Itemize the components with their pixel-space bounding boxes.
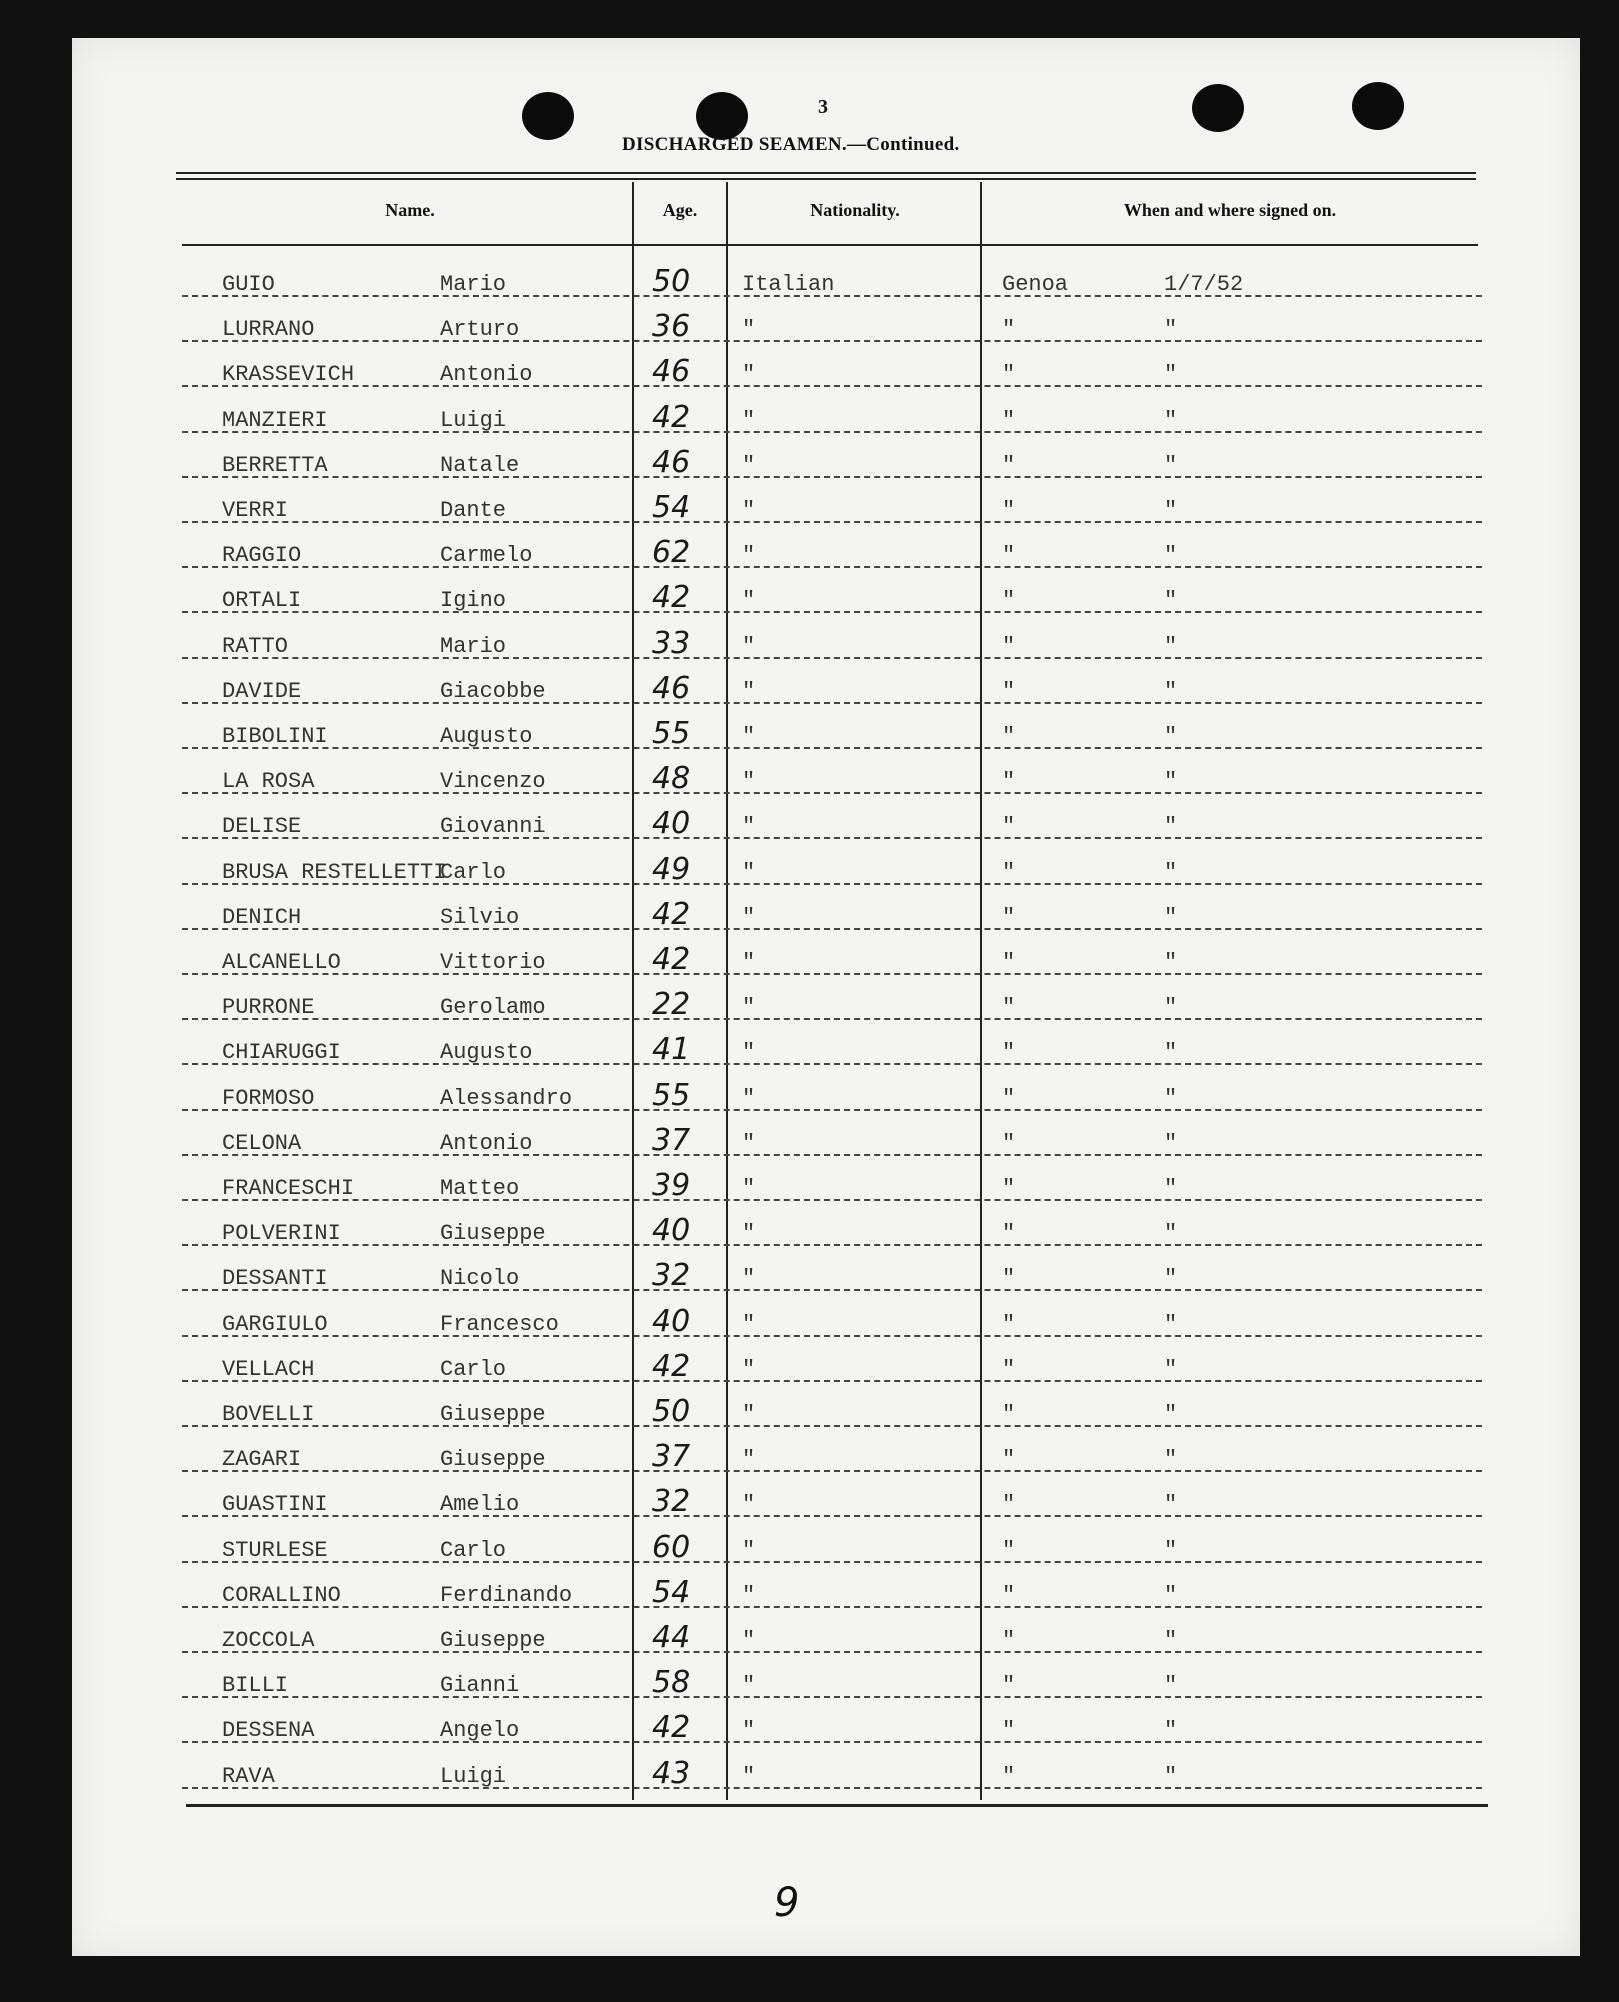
dotted-line [182, 566, 1482, 568]
table-row [182, 484, 1482, 529]
given-name-cell: Mario [440, 633, 507, 659]
age-cell: 39 [652, 1168, 691, 1203]
surname-cell: BOVELLI [222, 1402, 315, 1427]
handwritten-page-mark: 9 [774, 1880, 800, 1926]
place-cell: " [1002, 904, 1016, 930]
place-cell: " [1002, 1582, 1016, 1608]
surname-cell: ORTALI [222, 588, 302, 614]
page-number: 3 [818, 96, 828, 118]
dotted-line [182, 1063, 1482, 1065]
dotted-line [182, 792, 1482, 794]
surname-cell: BERRETTA [222, 452, 328, 478]
given-name-cell: Antonio [440, 1130, 533, 1156]
table-row [182, 1704, 1482, 1749]
nationality-cell: " [742, 1447, 756, 1473]
date-cell: " [1164, 1221, 1178, 1247]
place-cell: " [1002, 1311, 1016, 1337]
nationality-cell: " [742, 633, 756, 659]
dotted-line [182, 1515, 1482, 1517]
date-cell: " [1164, 769, 1178, 795]
table-row [182, 1750, 1482, 1795]
given-name-cell: Igino [440, 588, 507, 614]
table-row [182, 1478, 1482, 1523]
dotted-line [182, 1561, 1482, 1563]
nationality-cell: " [742, 317, 756, 343]
nationality-cell: " [742, 1176, 756, 1201]
nationality-cell: " [742, 1763, 756, 1789]
nationality-cell: " [742, 1130, 756, 1156]
date-cell: " [1164, 859, 1178, 885]
age-cell: 40 [652, 1213, 691, 1249]
given-name-cell: Gianni [440, 1673, 520, 1699]
given-name-cell: Giuseppe [440, 1628, 546, 1653]
age-cell: 37 [652, 1439, 691, 1475]
table-bottom-rule [186, 1804, 1488, 1807]
given-name-cell: Giuseppe [440, 1447, 546, 1473]
surname-cell: CORALLINO [222, 1582, 341, 1608]
dotted-line [182, 431, 1482, 433]
table-row [182, 1659, 1482, 1704]
dotted-line [182, 340, 1482, 342]
table-row [182, 1207, 1482, 1252]
nationality-cell: " [742, 588, 756, 614]
age-cell: 60 [652, 1529, 691, 1565]
dotted-line [182, 837, 1482, 839]
age-cell: 42 [652, 942, 691, 977]
table-row [182, 348, 1482, 393]
dotted-line [182, 1651, 1482, 1653]
age-cell: 36 [652, 309, 691, 345]
age-cell: 48 [652, 761, 691, 797]
age-cell: 42 [652, 399, 691, 435]
dotted-line [182, 1335, 1482, 1337]
date-cell: " [1164, 814, 1178, 840]
dotted-line [182, 1199, 1482, 1201]
age-cell: 32 [652, 1484, 691, 1520]
place-cell: " [1002, 1673, 1016, 1699]
given-name-cell: Angelo [440, 1718, 520, 1744]
given-name-cell: Matteo [440, 1176, 520, 1201]
age-cell: 44 [652, 1620, 691, 1655]
date-cell: " [1164, 452, 1178, 478]
dotted-line [182, 476, 1482, 478]
age-cell: 46 [652, 670, 691, 706]
age-cell: 46 [652, 444, 691, 480]
table-row [182, 800, 1482, 845]
date-cell: " [1164, 588, 1178, 614]
page-title: DISCHARGED SEAMEN.—Continued. [622, 134, 960, 155]
surname-cell: FRANCESCHI [222, 1176, 355, 1201]
place-cell: " [1002, 1130, 1016, 1156]
punch-hole [522, 92, 574, 140]
place-cell: " [1002, 769, 1016, 795]
age-cell: 55 [652, 716, 691, 751]
nationality-cell: " [742, 1356, 756, 1382]
age-cell: 40 [652, 806, 691, 842]
table-row [182, 1343, 1482, 1388]
place-cell: " [1002, 452, 1016, 478]
place-cell: " [1002, 543, 1016, 569]
table-row [182, 981, 1482, 1026]
dotted-line [182, 1380, 1482, 1382]
place-cell: " [1002, 498, 1016, 523]
nationality-cell: " [742, 498, 756, 523]
given-name-cell: Mario [440, 272, 507, 297]
age-cell: 43 [652, 1755, 691, 1791]
table-row [182, 620, 1482, 665]
given-name-cell: Vincenzo [440, 769, 546, 795]
place-cell: " [1002, 633, 1016, 659]
place-cell: " [1002, 1266, 1016, 1292]
date-cell: " [1164, 904, 1178, 930]
given-name-cell: Alessandro [440, 1085, 573, 1111]
given-name-cell: Giuseppe [440, 1402, 546, 1427]
surname-cell: DELISE [222, 814, 302, 840]
nationality-cell: " [742, 543, 756, 569]
place-cell: " [1002, 1718, 1016, 1744]
dotted-line [182, 611, 1482, 613]
given-name-cell: Carmelo [440, 543, 533, 569]
place-cell: " [1002, 407, 1016, 433]
surname-cell: ALCANELLO [222, 950, 341, 975]
table-row [182, 710, 1482, 755]
given-name-cell: Augusto [440, 724, 533, 749]
place-cell: " [1002, 678, 1016, 704]
dotted-line [182, 973, 1482, 975]
given-name-cell: Luigi [440, 1763, 507, 1789]
header-rule-top [176, 172, 1476, 174]
date-cell: " [1164, 1311, 1178, 1337]
punch-hole [696, 92, 748, 140]
surname-cell: ZOCCOLA [222, 1628, 315, 1653]
given-name-cell: Luigi [440, 407, 507, 433]
age-cell: 62 [652, 535, 691, 571]
age-cell: 33 [652, 625, 691, 661]
age-cell: 42 [652, 1710, 691, 1746]
given-name-cell: Silvio [440, 904, 520, 930]
age-cell: 42 [652, 1348, 691, 1384]
place-cell: " [1002, 814, 1016, 840]
punch-hole [1352, 82, 1404, 130]
surname-cell: CELONA [222, 1130, 302, 1156]
surname-cell: FORMOSO [222, 1085, 315, 1111]
table-row [182, 303, 1482, 348]
dotted-line [182, 1470, 1482, 1472]
given-name-cell: Francesco [440, 1311, 559, 1337]
surname-cell: GUASTINI [222, 1492, 328, 1518]
nationality-cell: " [742, 1266, 756, 1292]
nationality-cell: " [742, 769, 756, 795]
place-cell: " [1002, 1763, 1016, 1789]
age-cell: 46 [652, 354, 691, 390]
nationality-cell: " [742, 678, 756, 704]
date-cell: " [1164, 1673, 1178, 1699]
surname-cell: POLVERINI [222, 1221, 341, 1247]
date-cell: " [1164, 1402, 1178, 1427]
given-name-cell: Gerolamo [440, 995, 546, 1021]
age-cell: 54 [652, 1574, 691, 1610]
date-cell: " [1164, 1176, 1178, 1201]
surname-cell: RATTO [222, 633, 289, 659]
given-name-cell: Natale [440, 452, 520, 478]
date-cell: " [1164, 633, 1178, 659]
dotted-line [182, 1109, 1482, 1111]
given-name-cell: Antonio [440, 362, 533, 388]
place-cell: " [1002, 1628, 1016, 1653]
date-cell: " [1164, 1537, 1178, 1563]
surname-cell: RAGGIO [222, 543, 302, 569]
nationality-cell: " [742, 1221, 756, 1247]
table-row [182, 1117, 1482, 1162]
surname-cell: BILLI [222, 1673, 289, 1699]
given-name-cell: Carlo [440, 1537, 507, 1563]
given-name-cell: Giovanni [440, 814, 546, 840]
date-cell: " [1164, 498, 1178, 523]
surname-cell: MANZIERI [222, 407, 328, 433]
place-cell: " [1002, 1537, 1016, 1563]
surname-cell: ZAGARI [222, 1447, 302, 1473]
dotted-line [182, 1289, 1482, 1291]
date-cell: " [1164, 1628, 1178, 1653]
date-cell: 1/7/52 [1164, 272, 1244, 297]
table-row [182, 258, 1482, 303]
surname-cell: PURRONE [222, 995, 315, 1021]
age-cell: 40 [652, 1303, 691, 1339]
nationality-cell: " [742, 1402, 756, 1427]
age-cell: 22 [652, 987, 691, 1023]
date-cell: " [1164, 1492, 1178, 1518]
table-row [182, 846, 1482, 891]
table-row [182, 1433, 1482, 1478]
nationality-cell: " [742, 1582, 756, 1608]
dotted-line [182, 1696, 1482, 1698]
nationality-cell: " [742, 1492, 756, 1518]
nationality-cell: " [742, 1718, 756, 1744]
age-cell: 58 [652, 1665, 691, 1701]
column-header-age: Age. [662, 200, 698, 220]
punch-hole [1192, 84, 1244, 132]
date-cell: " [1164, 362, 1178, 388]
given-name-cell: Nicolo [440, 1266, 520, 1292]
place-cell: " [1002, 859, 1016, 885]
given-name-cell: Amelio [440, 1492, 520, 1518]
given-name-cell: Carlo [440, 859, 507, 885]
table-row [182, 891, 1482, 936]
dotted-line [182, 1425, 1482, 1427]
date-cell: " [1164, 1763, 1178, 1789]
nationality-cell: " [742, 1311, 756, 1337]
place-cell: " [1002, 995, 1016, 1021]
surname-cell: KRASSEVICH [222, 362, 355, 388]
nationality-cell: " [742, 950, 756, 975]
table-row [182, 665, 1482, 710]
given-name-cell: Carlo [440, 1356, 507, 1382]
dotted-line [182, 1154, 1482, 1156]
given-name-cell: Giacobbe [440, 678, 546, 704]
date-cell: " [1164, 1582, 1178, 1608]
header-rule-bottom [176, 178, 1476, 180]
table-row [182, 1162, 1482, 1207]
surname-cell: DESSANTI [222, 1266, 328, 1292]
surname-cell: CHIARUGGI [222, 1040, 341, 1066]
date-cell: " [1164, 950, 1178, 975]
table-row [182, 1388, 1482, 1433]
nationality-cell: " [742, 814, 756, 840]
date-cell: " [1164, 1130, 1178, 1156]
column-header-signed-on: When and where signed on. [1123, 200, 1337, 220]
age-cell: 32 [652, 1258, 691, 1294]
place-cell: " [1002, 1221, 1016, 1247]
table-row [182, 936, 1482, 981]
age-cell: 54 [652, 490, 691, 525]
surname-cell: STURLESE [222, 1537, 328, 1563]
surname-cell: BIBOLINI [222, 724, 328, 749]
place-cell: " [1002, 1040, 1016, 1066]
age-cell: 37 [652, 1122, 691, 1158]
place-cell: " [1002, 724, 1016, 749]
nationality-cell: " [742, 859, 756, 885]
date-cell: " [1164, 407, 1178, 433]
table-row [182, 1026, 1482, 1071]
table-row [182, 1569, 1482, 1614]
dotted-line [182, 1741, 1482, 1743]
dotted-line [182, 657, 1482, 659]
surname-cell: DESSENA [222, 1718, 315, 1744]
given-name-cell: Vittorio [440, 950, 546, 975]
place-cell: Genoa [1002, 272, 1069, 297]
place-cell: " [1002, 1176, 1016, 1201]
age-cell: 42 [652, 896, 691, 932]
place-cell: " [1002, 950, 1016, 975]
place-cell: " [1002, 362, 1016, 388]
nationality-cell: " [742, 724, 756, 749]
age-cell: 50 [652, 1394, 691, 1429]
date-cell: " [1164, 1447, 1178, 1473]
surname-cell: GUIO [222, 272, 275, 297]
nationality-cell: " [742, 452, 756, 478]
date-cell: " [1164, 1356, 1178, 1382]
dotted-line [182, 928, 1482, 930]
surname-cell: DAVIDE [222, 678, 302, 704]
date-cell: " [1164, 995, 1178, 1021]
dotted-line [182, 521, 1482, 523]
given-name-cell: Ferdinando [440, 1582, 573, 1608]
age-cell: 42 [652, 580, 691, 616]
nationality-cell: " [742, 1040, 756, 1066]
nationality-cell: " [742, 995, 756, 1021]
place-cell: " [1002, 1492, 1016, 1518]
column-header-nationality: Nationality. [810, 200, 900, 220]
age-cell: 50 [652, 264, 691, 299]
table-row [182, 1614, 1482, 1659]
age-cell: 49 [652, 851, 691, 887]
dotted-line [182, 747, 1482, 749]
table-row [182, 1524, 1482, 1569]
dotted-line [182, 1244, 1482, 1246]
surname-cell: LURRANO [222, 317, 315, 343]
dotted-line [182, 1018, 1482, 1020]
dotted-line [182, 1606, 1482, 1608]
surname-cell: RAVA [222, 1763, 275, 1789]
given-name-cell: Arturo [440, 317, 520, 343]
place-cell: " [1002, 588, 1016, 614]
surname-cell: LA ROSA [222, 769, 315, 795]
surname-cell: VELLACH [222, 1356, 315, 1382]
surname-cell: VERRI [222, 498, 289, 523]
table-row [182, 439, 1482, 484]
place-cell: " [1002, 1402, 1016, 1427]
date-cell: " [1164, 1266, 1178, 1292]
dotted-line [182, 385, 1482, 387]
table-row [182, 574, 1482, 619]
table-row [182, 1252, 1482, 1297]
date-cell: " [1164, 724, 1178, 749]
nationality-cell: " [742, 1628, 756, 1653]
nationality-cell: " [742, 362, 756, 388]
dotted-line [182, 702, 1482, 704]
date-cell: " [1164, 1085, 1178, 1111]
date-cell: " [1164, 678, 1178, 704]
given-name-cell: Dante [440, 498, 507, 523]
column-header-name: Name. [385, 200, 435, 220]
table-row [182, 755, 1482, 800]
dotted-line [182, 1787, 1482, 1789]
table-row [182, 1072, 1482, 1117]
given-name-cell: Augusto [440, 1040, 533, 1066]
given-name-cell: Giuseppe [440, 1221, 546, 1247]
nationality-cell: Italian [742, 272, 835, 297]
date-cell: " [1164, 1040, 1178, 1066]
surname-cell: BRUSA RESTELLETTI [222, 859, 447, 885]
nationality-cell: " [742, 1085, 756, 1111]
date-cell: " [1164, 1718, 1178, 1744]
surname-cell: GARGIULO [222, 1311, 328, 1337]
place-cell: " [1002, 317, 1016, 343]
nationality-cell: " [742, 407, 756, 433]
nationality-cell: " [742, 904, 756, 930]
date-cell: " [1164, 317, 1178, 343]
place-cell: " [1002, 1447, 1016, 1473]
nationality-cell: " [742, 1673, 756, 1699]
table-row [182, 394, 1482, 439]
table-row [182, 529, 1482, 574]
nationality-cell: " [742, 1537, 756, 1563]
place-cell: " [1002, 1356, 1016, 1382]
place-cell: " [1002, 1085, 1016, 1111]
age-cell: 55 [652, 1077, 691, 1113]
surname-cell: DENICH [222, 904, 302, 930]
age-cell: 41 [652, 1032, 691, 1068]
table-row [182, 1298, 1482, 1343]
date-cell: " [1164, 543, 1178, 569]
column-header-rule [182, 244, 1478, 246]
